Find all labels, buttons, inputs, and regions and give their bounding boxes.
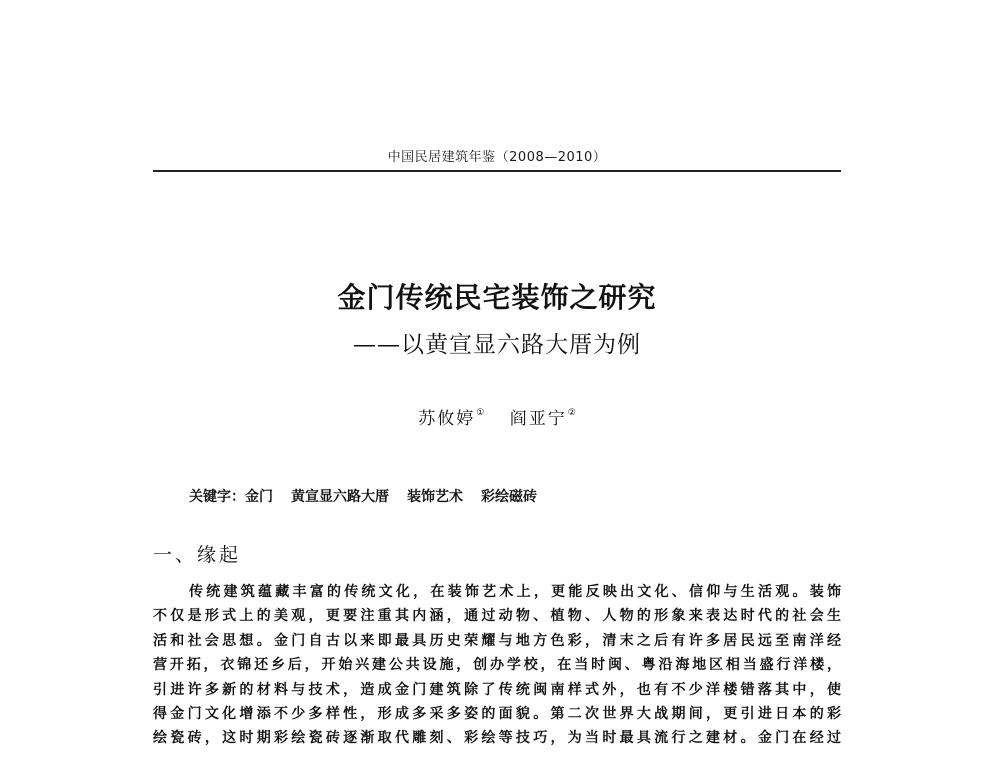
body-line: 活和社会思想。金门自古以来即最具历史荣耀与地方色彩，清末之后有许多居民远至南洋经 — [153, 632, 841, 649]
author-1-footnote-mark[interactable]: ① — [476, 408, 485, 418]
keyword-item: 彩绘磁砖 — [481, 489, 537, 505]
author-1 — [418, 404, 484, 429]
running-header: 中国民居建筑年鉴（2008—2010） — [387, 150, 607, 165]
author-2-footnote-mark[interactable]: ② — [567, 408, 576, 418]
author-2-name: 阎亚宁 — [509, 409, 567, 429]
section-heading: 一、缘起 — [153, 544, 242, 566]
keywords-label: 关键字： — [189, 489, 245, 505]
body-paragraph — [153, 580, 841, 751]
body-line: 绘瓷砖，这时期彩绘瓷砖逐渐取代雕刻、彩绘等技巧，为当时最具流行之建材。金门在经过 — [153, 730, 841, 747]
author-2 — [510, 404, 576, 429]
body-line: 传统建筑蕴藏丰富的传统文化，在装饰艺术上，更能反映出文化、信仰与生活观。装饰 — [189, 584, 841, 600]
body-line: 不仅是形式上的美观，更要注重其内涵，通过动物、植物、人物的形象来表达时代的社会生 — [153, 608, 841, 625]
article-title: 金门传统民宅装饰之研究 — [337, 281, 657, 314]
author-1-name: 苏攸婷 — [418, 409, 476, 429]
header-rule — [153, 170, 841, 172]
keyword-item: 黄宣显六路大厝 — [291, 489, 389, 505]
article-subtitle: ——以黄宣显六路大厝为例 — [353, 332, 641, 358]
body-line: 营开拓，衣锦还乡后，开始兴建公共设施，创办学校，在当时闽、粤沿海地区相当盛行洋楼， — [153, 657, 841, 674]
keyword-item: 金门 — [245, 489, 273, 505]
body-line: 得金门文化增添不少多样性，形成多采多姿的面貌。第二次世界大战期间，更引进日本的彩 — [153, 705, 841, 722]
keywords-line — [189, 486, 841, 506]
keyword-item: 装饰艺术 — [407, 489, 463, 505]
author-line — [153, 404, 841, 429]
body-line: 引进许多新的材料与技术，造成金门建筑除了传统闽南样式外，也有不少洋楼错落其中，使 — [153, 681, 841, 698]
